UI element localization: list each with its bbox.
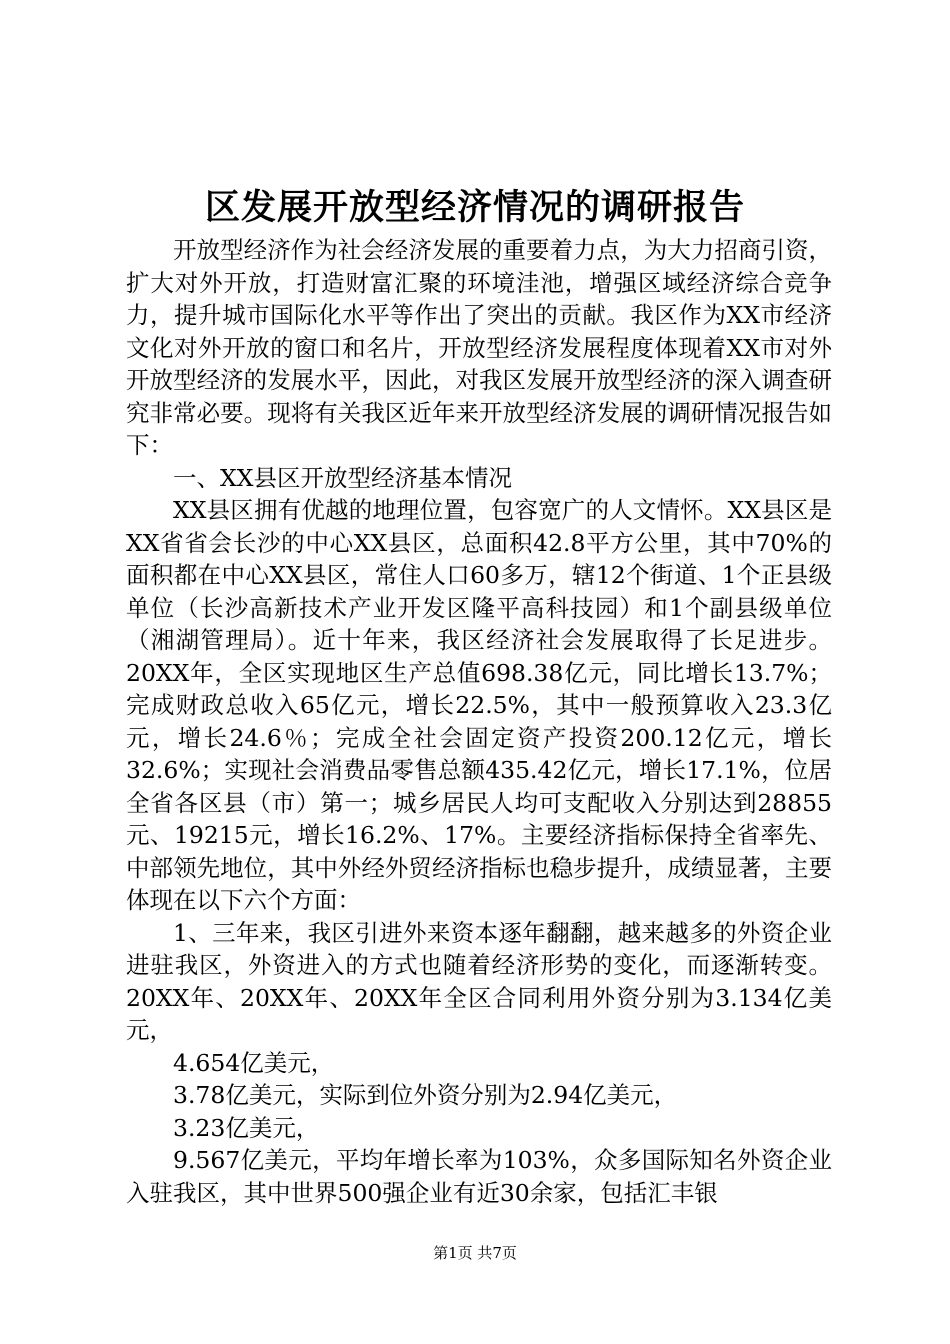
page-number-footer: 第1页 共7页 — [433, 1244, 517, 1262]
paragraph-fragment: 9.567亿美元，平均年增长率为103%，众多国际知名外资企业入驻我区，其中世界500强企业有近30余家，包括汇丰银 — [126, 1146, 832, 1207]
paragraph-intro: 开放型经济作为社会经济发展的重要着力点，为大力招商引资，扩大对外开放，打造财富汇聚的环境洼池，增强区域经济综合竞争力，提升城市国际化水平等作出了突出的贡献。我区作为XX市经济文化对外开放的窗口和名片，开放型经济发展程度体现着XX市对外开放型经济的发展水平，因此，对我区发展开放型经济的深入调查研究非常必要。现将有关我区近年来开放型经济发展的调研情况报告如下： — [126, 236, 832, 459]
section-heading: 一、XX县区开放型经济基本情况 — [173, 463, 512, 492]
document-body — [126, 234, 832, 1209]
paragraph-point-1: 1、三年来，我区引进外来资本逐年翻翻，越来越多的外资企业进驻我区，外资进入的方式也随着经济形势的变化，而逐渐转变。20XX年、20XX年、20XX年全区合同利用外资分别为3.134亿美元， — [126, 918, 832, 1044]
paragraph-fragment: 4.654亿美元， — [173, 1048, 335, 1077]
paragraph-fragment: 3.23亿美元， — [173, 1113, 320, 1142]
document-title: 区发展开放型经济情况的调研报告 — [204, 187, 745, 228]
paragraph-fragment: 3.78亿美元，实际到位外资分别为2.94亿美元， — [173, 1081, 678, 1109]
paragraph-overview: XX县区拥有优越的地理位置，包容宽广的人文情怀。XX县区是XX省省会长沙的中心XX县区，总面积42.8平方公里，其中70%的面积都在中心XX县区，常住人口60多万，辖12个街道、1个正县级单位（长沙高新技术产业开发区隆平高科技园）和1个副县级单位（湘湖管理局）。近十年来，我区经济社会发展取得了长足进步。20XX年，全区实现地区生产总值698.38亿元，同比增长13.7%；完成财政总收入65亿元，增长22.5%，其中一般预算收入23.3亿元，增长24.6％；完成全社会固定资产投资200.12亿元，增长32.6%；实现社会消费品零售总额435.42亿元，增长17.1%，位居全省各区县（市）第一；城乡居民人均可支配收入分别达到28855元、19215元，增长16.2%、17%。主要经济指标保持全省率先、中部领先地位，其中外经外贸经济指标也稳步提升，成绩显著，主要体现在以下六个方面： — [126, 496, 832, 914]
